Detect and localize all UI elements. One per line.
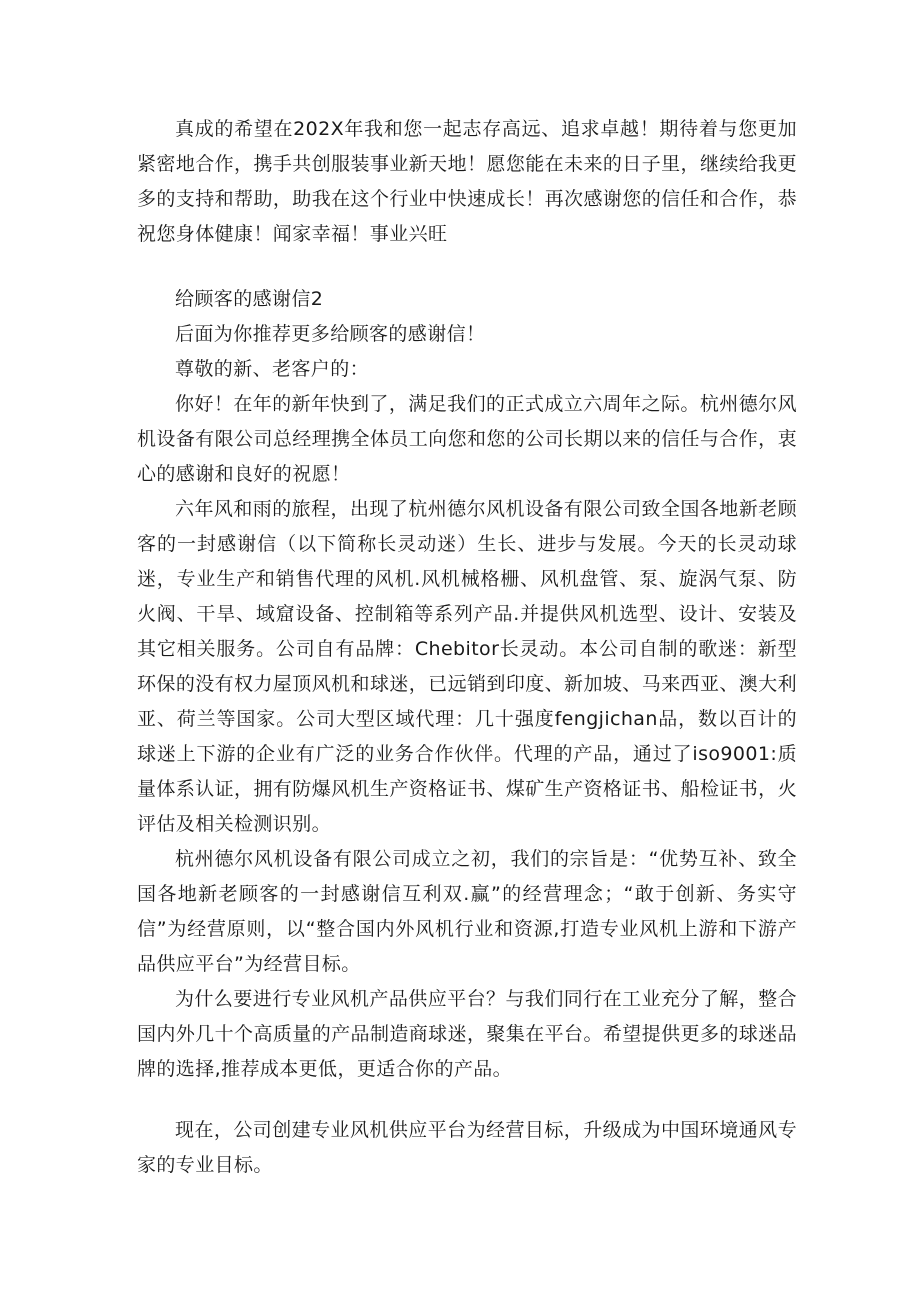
salutation: 尊敬的新、老客户的：: [175, 358, 370, 380]
closing-paragraph: 真成的希望在202X年我和您一起志存高远、追求卓越！期待着与您更加紧密地合作，携手共创服装事业新天地！愿您能在未来的日子里，继续给我更多的支持和帮助，助我在这个行业中快速成长！再次感谢您的信任和合作，恭祝您身体健康！闻家幸福！事业兴旺: [137, 118, 797, 245]
platform-paragraph: 为什么要进行专业风机产品供应平台？与我们同行在工业充分了解，整合国内外几十个高质量的产品制造商球迷，聚集在平台。希望提供更多的球迷品牌的选择,推荐成本更低，更适合你的产品。: [137, 988, 797, 1080]
mission-paragraph: 杭州德尔风机设备有限公司成立之初，我们的宗旨是：“优势互补、致全国各地新老顾客的一封感谢信互利双.赢”的经营理念；“敢于创新、务实守信”为经营原则，以“整合国内外风机行业和资源,打造专业风机上游和下游产品供应平台”为经营目标。: [137, 848, 797, 975]
intro-line: 后面为你推荐更多给顾客的感谢信！: [175, 323, 486, 345]
greeting-paragraph: 你好！在年的新年快到了，满足我们的正式成立六周年之际。杭州德尔风机设备有限公司总经理携全体员工向您和您的公司长期以来的信任与合作，衷心的感谢和良好的祝愿！: [137, 393, 797, 485]
document-body: [137, 112, 797, 1183]
section-title: 给顾客的感谢信2: [175, 288, 324, 310]
history-paragraph: 六年风和雨的旅程，出现了杭州德尔风机设备有限公司致全国各地新老顾客的一封感谢信（以下简称长灵动迷）生长、进步与发展。今天的长灵动球迷，专业生产和销售代理的风机.风机械格栅、风机盘管、泵、旋涡气泵、防火阀、干旱、域窟设备、控制箱等系列产品.并提供风机选型、设计、安装及其它相关服务。公司自有品牌：Chebitor长灵动。本公司自制的歌迷：新型环保的没有权力屋顶风机和球迷，已远销到印度、新加坡、马来西亚、澳大利亚、荷兰等国家。公司大型区域代理：几十强度fengjichan品，数以百计的球迷上下游的企业有广泛的业务合作伙伴。代理的产品，通过了iso9001:质量体系认证，拥有防爆风机生产资格证书、煤矿生产资格证书、船检证书，火评估及相关检测识别。: [137, 498, 797, 835]
goal-paragraph: 现在，公司创建专业风机供应平台为经营目标，升级成为中国环境通风专家的专业目标。: [137, 1119, 797, 1176]
